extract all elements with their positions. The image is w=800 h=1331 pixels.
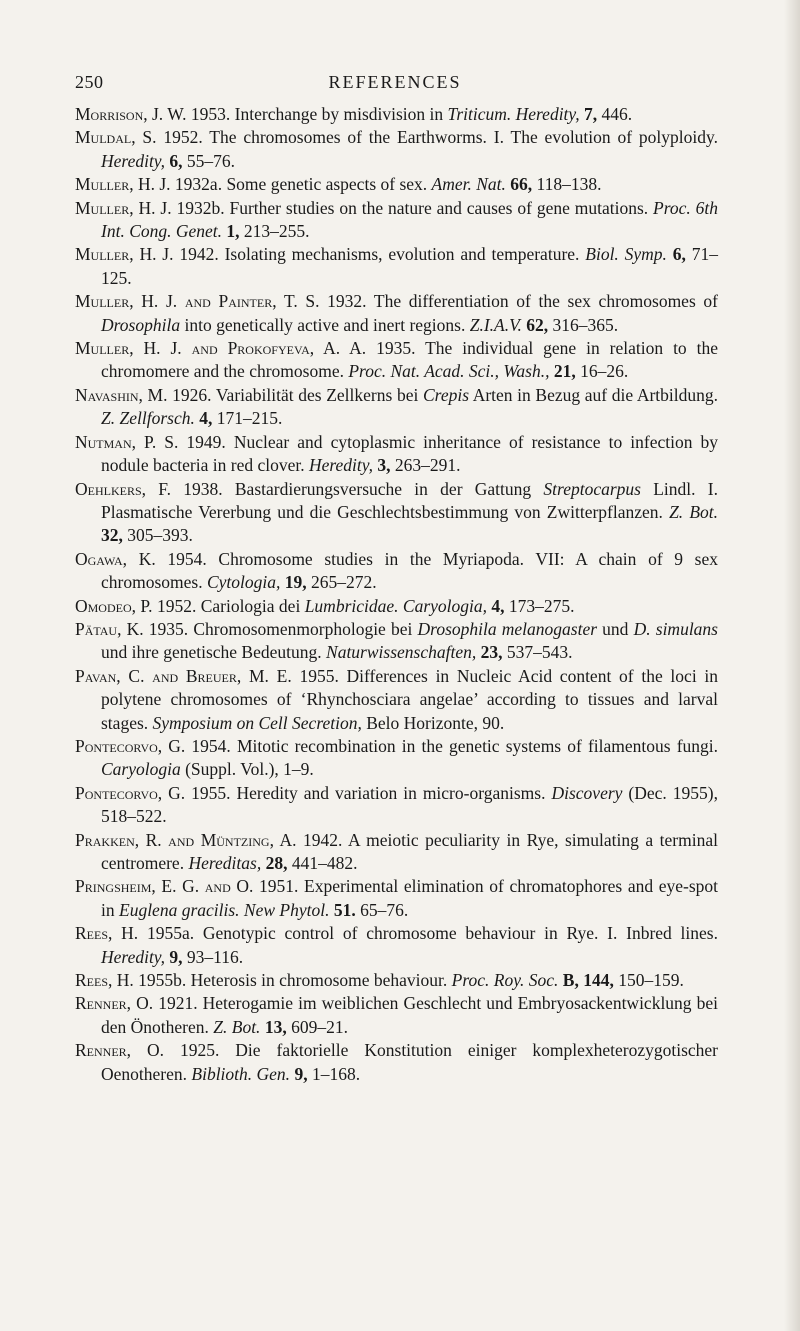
reference-pages: 173–275. [504,595,575,616]
reference-volume: 32, [101,525,123,546]
reference-pages: 305–393. [122,525,193,546]
reference-year: 1952. [156,127,203,148]
reference-title: Mitotic recombination in the genetic systems of filamentous fungi. [230,735,719,756]
reference-year: 1932. [319,291,367,312]
reference-year: 1955. [185,782,231,803]
reference-year: 1942. [296,829,343,850]
reference-title: Isolating mechanisms, evolution and temperature. [218,244,586,265]
reference-volume: 9, [290,1063,308,1084]
reference-entry [75,548,718,595]
reference-journal: Symposium on Cell Secretion, [152,712,362,733]
reference-entry [75,782,718,829]
reference-title: Heredity and variation in micro-organisms. [230,782,552,803]
reference-entry [75,595,718,618]
reference-volume: 4, [487,595,505,616]
reference-entry [75,922,718,969]
reference-authors: Renner, O. [75,1040,165,1061]
reference-title: Some genetic aspects of sex. [222,174,432,195]
reference-volume: 3, [372,455,391,476]
reference-year: 1953. [186,104,231,124]
reference-title: Experimental elimination of chromatophores and eye-spot in [101,876,718,920]
reference-pages: 537–543. [502,642,573,663]
reference-year: 1942. [173,244,219,265]
reference-journal: Drosophila melanogaster [417,618,598,639]
reference-volume: 13, [260,1016,287,1037]
reference-volume: 6, [666,244,686,265]
reference-volume: 62, [521,314,549,335]
reference-year: 1921. [153,993,198,1014]
reference-year: 1926. [167,384,212,405]
reference-year: 1952. [152,595,197,616]
reference-volume: 19, [280,572,307,593]
reference-authors: Prakken, R. and Müntzing, A. [75,829,297,850]
reference-title: Chromosomenmorphologie bei [188,618,418,639]
reference-pages: 93–116. [182,946,244,967]
reference-authors: Nutman, P. S. [75,431,179,452]
reference-entry [75,875,718,922]
reference-entry [75,126,718,173]
reference-journal: Heredity, [101,150,165,171]
reference-authors: Muller, H. J. [75,244,174,265]
reference-pages: 171–215. [212,408,283,429]
reference-pages: 16–26. [575,361,629,382]
reference-journal: Triticum. Heredity, [447,104,580,124]
reference-entry [75,384,718,431]
reference-title: The differentiation of the sex chromosomes of [366,291,719,312]
reference-pages: 263–291. [390,455,461,476]
reference-title-cont: und [597,618,634,639]
reference-year: 1951. [253,876,299,897]
reference-journal: Euglena gracilis. New Phytol. [119,899,330,920]
reference-journal: Discovery [551,782,623,803]
reference-authors: Muller, H. J. and Prokofyeva, A. A. [75,338,367,359]
reference-entry [75,431,718,478]
reference-pages: 150–159. [613,970,684,991]
reference-authors: Rees, H. [75,923,139,944]
reference-volume: 28, [261,853,288,873]
reference-journal: Proc. Roy. Soc. [451,970,559,991]
reference-year: 1955a. [138,923,195,944]
reference-entry [75,992,718,1039]
reference-pages: 609–21. [286,1016,348,1037]
reference-journal: Z.I.A.V. [469,314,522,335]
reference-volume: 21, [549,361,576,382]
reference-journal: Z. Bot. [213,1016,261,1037]
reference-volume: 6, [164,150,183,171]
reference-authors: Navashin, M. [75,384,168,405]
reference-entry [75,829,718,876]
page-edge-shadow [784,0,800,1331]
reference-pages: 446. [597,104,633,124]
reference-journal: Lumbricidae. Caryologia, [304,595,487,616]
reference-authors: Pavan, C. and Breuer, M. E. [75,665,292,686]
reference-pages: 213–255. [239,221,310,242]
reference-journal: D. simulans [633,618,718,639]
reference-title: Die faktorielle Konstitution einiger komplexheterozygotischer Oenotheren. [101,1040,718,1084]
reference-journal: Z. Bot. [669,501,718,522]
reference-authors: Pätau, K. [75,618,144,639]
reference-entry [75,665,718,735]
running-header [75,72,715,98]
reference-year: 1935. [366,338,416,359]
reference-year: 1935. [143,618,189,639]
reference-year: 1954. [185,735,231,756]
reference-pages: 441–482. [287,853,358,873]
reference-title: Differences in Nucleic Acid content of the loci in polytene chromosomes of ‘Rhynchosciara angelae’ according to tissues and larval stages. [101,665,719,733]
reference-journal: Caryologia [101,759,181,780]
reference-authors: Oehlkers, F. [75,478,171,499]
reference-title: Interchange by misdivision in [230,104,448,124]
reference-entry [75,337,718,384]
reference-title: A meiotic peculiarity in Rye, simulating a terminal centromere. [101,829,718,873]
reference-title: The individual gene in relation to the chromomere and the chromosome. [101,338,719,382]
reference-volume: 9, [164,946,183,967]
reference-title-cont: Arten in Bezug auf die Artbildung. [469,384,719,405]
reference-pages: 55–76. [182,150,235,171]
reference-journal: Proc. Nat. Acad. Sci., Wash., [348,361,550,382]
reference-year: 1954. [155,548,207,569]
reference-authors: Rees, H. [75,970,134,991]
reference-authors: Ogawa, K. [75,548,156,569]
reference-pages: 71–125. [101,244,719,288]
reference-authors: Pontecorvo, G. [75,782,186,803]
reference-title-cont: und ihre genetische Bedeutung. [101,642,327,663]
reference-journal: Heredity, [101,946,165,967]
reference-entry [75,103,718,126]
reference-volume: 1, [222,221,240,242]
reference-title: Variabilität des Zellkerns bei [211,384,423,405]
reference-volume: 4, [194,408,213,429]
reference-title-cont: into genetically active and inert regions. [180,314,470,335]
reference-volume: 51. [329,899,356,920]
reference-pages: 265–272. [306,572,377,593]
reference-year: 1949. [178,431,226,452]
reference-year: 1938. [170,478,223,499]
reference-entry [75,1039,718,1086]
reference-year: 1932a. [170,174,223,195]
reference-authors: Morrison, J. W. [75,104,187,124]
reference-title: Heterosis in chromosome behaviour. [186,970,452,991]
reference-pages: (Suppl. Vol.), 1–9. [180,759,314,780]
reference-year: 1932b. [171,197,225,218]
reference-journal: Proc. 6th Int. Cong. Genet. [101,197,719,242]
reference-title: The chromosomes of the Earthworms. I. The evolution of polyploidy. [202,127,718,148]
reference-authors: Omodeo, P. [75,595,153,616]
reference-title: Genotypic control of chromosome behaviour in Rye. I. Inbred lines. [194,923,718,944]
reference-authors: Renner, O. [75,993,154,1014]
reference-entry [75,478,718,548]
reference-pages: Belo Horizonte, 90. [361,712,505,733]
reference-title-cont: Lindl. I. Plasmatische Vererbung und die Geschlechtsbestimmung von Zwitterpflanzen. [101,478,718,522]
reference-title: Cariologia dei [196,595,305,616]
reference-journal: Drosophila [101,314,181,335]
reference-title: Chromosome studies in the Myriapoda. VII: A chain of 9 sex chromosomes. [101,548,719,593]
reference-pages: 65–76. [355,899,409,920]
reference-pages: 316–365. [548,314,619,335]
reference-pages: 118–138. [532,174,602,195]
reference-volume: B, 144, [558,970,614,991]
page-number: 250 [75,72,104,92]
reference-journal: Biblioth. Gen. [191,1063,291,1084]
reference-journal: Streptocarpus [543,478,641,499]
reference-journal: Naturwissenschaften, [326,642,477,663]
reference-volume: 23, [476,642,503,663]
reference-entry [75,197,718,244]
reference-year: 1925. [164,1040,220,1061]
reference-title: Bastardierungsversuche in der Gattung [222,478,544,499]
reference-journal: Crepis [422,384,470,405]
reference-journal: Z. Zellforsch. [101,408,195,429]
reference-journal: Hereditas, [188,853,262,873]
reference-authors: Muller, H. J. [75,197,172,218]
reference-title: Further studies on the nature and causes of gene mutations. [224,197,654,218]
page-title: REFERENCES [328,72,462,92]
reference-journal: Cytologia, [206,572,281,593]
reference-authors: Muldal, S. [75,127,157,148]
reference-authors: Muller, H. J. [75,174,171,195]
reference-year: 1955. [291,665,339,686]
reference-entry [75,735,718,782]
reference-journal: Heredity, [308,455,373,476]
reference-authors: Pringsheim, E. G. and O. [75,876,254,897]
reference-title: Heterogamie im weiblichen Geschlecht und Embryosackentwicklung bei den Önotheren. [101,993,719,1037]
reference-journal: Amer. Nat. [431,174,506,195]
reference-entry [75,618,718,665]
reference-volume: 66, [505,174,533,195]
reference-volume: 7, [579,104,598,124]
reference-authors: Muller, H. J. and Painter, T. S. [75,291,320,312]
reference-entry [75,173,718,196]
reference-pages: (Dec. 1955), 518–522. [101,782,718,827]
reference-list [75,103,718,1086]
reference-entry [75,243,718,290]
reference-authors: Pontecorvo, G. [75,735,186,756]
reference-journal: Biol. Symp. [585,244,667,265]
reference-entry [75,969,718,992]
reference-entry [75,290,718,337]
reference-title: Nuclear and cytoplasmic inheritance of resistance to infection by nodule bacteria in red clover. [101,431,718,476]
reference-year: 1955b. [133,970,187,991]
reference-pages: 1–168. [307,1063,361,1084]
